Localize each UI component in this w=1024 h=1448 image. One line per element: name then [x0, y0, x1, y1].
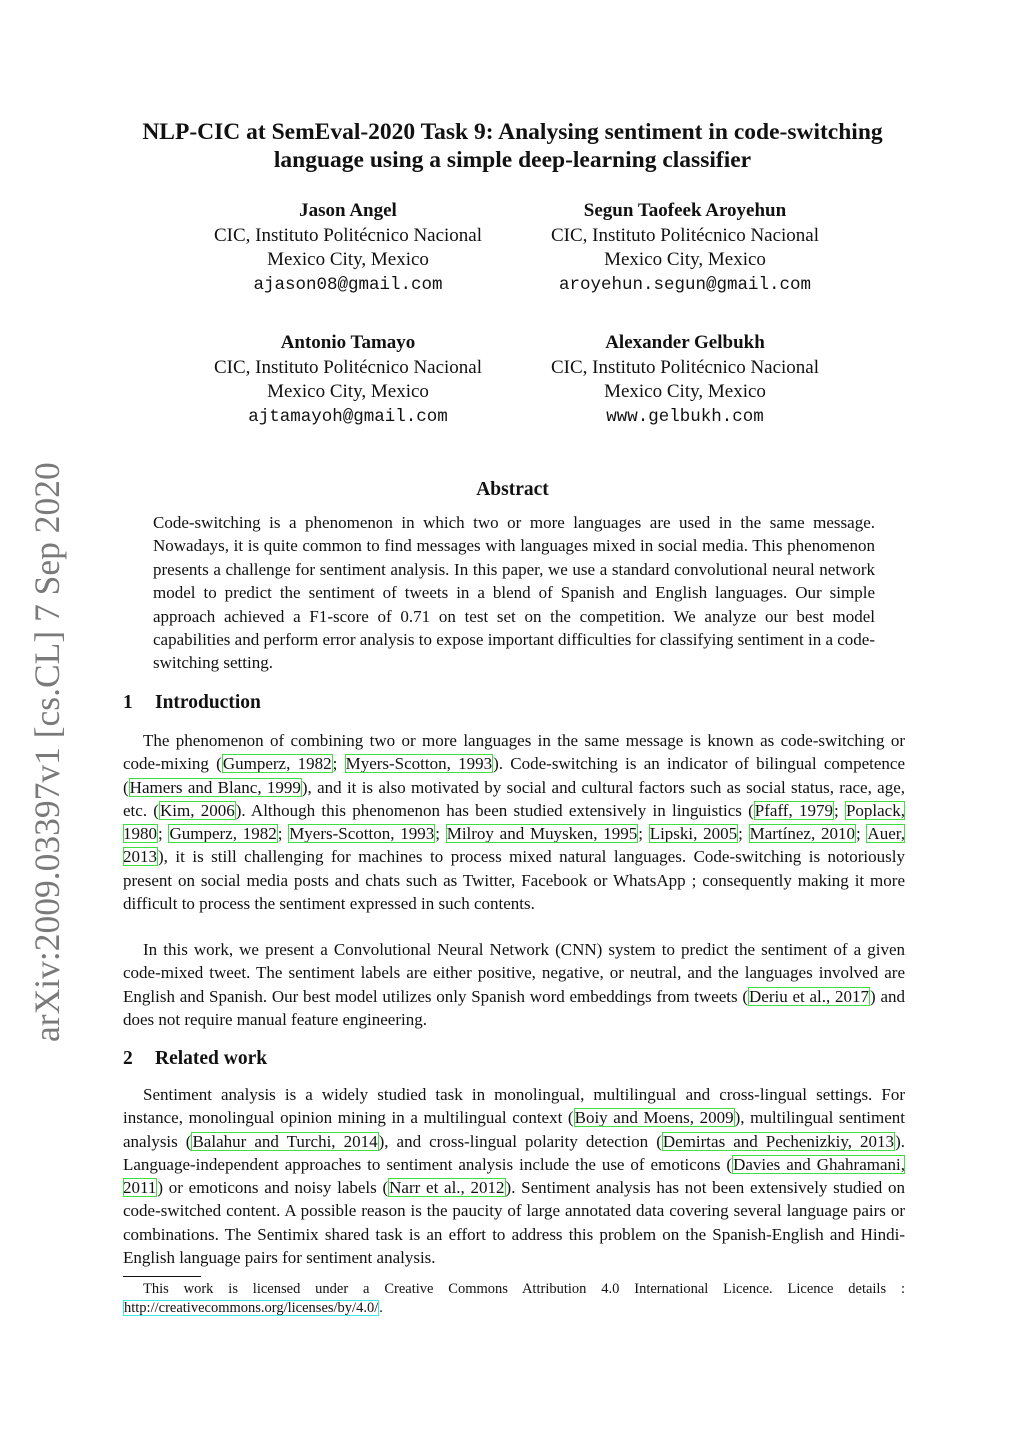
introduction-paragraph-2 — [123, 938, 905, 1031]
abstract-heading: Abstract — [476, 479, 549, 500]
text-run: ). Code-switching is an indicator of bilingual competence ( — [123, 754, 905, 797]
citation-link[interactable]: Lipski, 2005 — [649, 824, 738, 844]
author-email[interactable]: ajtamayoh@gmail.com — [248, 406, 448, 427]
text-run: ), it is still challenging for machines to process mixed natural languages. Code-switching is notoriously present on social media posts and chats such as Twitter, Facebook or WhatsApp ; consequently making it more difficult to process the sentiment expressed in such contents. — [123, 847, 905, 914]
author-affiliation: CIC, Instituto Politécnico Nacional — [213, 224, 483, 246]
footnote-divider — [123, 1276, 201, 1277]
author-location: Mexico City, Mexico — [267, 249, 429, 270]
abstract-text: Code-switching is a phenomenon in which two or more languages are used in the same message. Nowadays, it is quite common to find messages with languages mixed in social media. This phenomenon presents a challenge for sentiment analysis. In this paper, we use a standard convolutional neural network model to predict the sentiment of tweets in a blend of Spanish and English languages. Our simple approach achieved a F1-score of 0.71 on test set on the competition. We analyze our best model capabilities and perform error analysis to expose important difficulties for classifying sentiment in a code-switching setting. — [153, 513, 875, 673]
text-run: ), and it is also motivated by social and cultural factors such as social status, race, age, etc. ( — [123, 777, 905, 820]
text-run: ) and does not require manual feature engineering. — [123, 986, 905, 1029]
author-name: Segun Taofeek Aroyehun — [583, 200, 787, 221]
citation-link[interactable]: Myers-Scotton, 1993 — [345, 754, 493, 774]
section-number: 2 — [123, 1048, 133, 1069]
author-email[interactable]: aroyehun.segun@gmail.com — [558, 274, 812, 295]
citation-link[interactable]: Gumperz, 1982 — [169, 824, 277, 844]
citation-link[interactable]: Deriu et al., 2017 — [749, 986, 870, 1006]
license-footnote — [123, 1280, 905, 1318]
text-run: ; — [738, 824, 749, 844]
text-run: In this work, we present a Convolutional Neural Network (CNN) system to predict the sentiment of a given code-mixed tweet. The sentiment labels are either positive, negative, or neutral, and the languages involved are English and Spanish. Our best model utilizes only Spanish word embeddings from tweets ( — [123, 940, 905, 1006]
text-run: ). Sentiment analysis has not been extensively studied on code-switched content. A possible reason is the paucity of large annotated data covering several language pairs or combinations. The Sentimix shared task is an effort to address this problem on the Spanish-English and Hindi-English language pairs for sentiment analysis. — [123, 1178, 905, 1268]
citation-link[interactable]: Gumperz, 1982 — [222, 754, 332, 774]
citation-link[interactable]: Balahur and Turchi, 2014 — [192, 1131, 378, 1151]
text-run: ; — [833, 800, 845, 820]
author-name: Antonio Tamayo — [280, 332, 416, 353]
author-affiliation: CIC, Instituto Politécnico Nacional — [550, 224, 820, 246]
text-run: ). Although this phenomenon has been studied extensively in linguistics ( — [235, 800, 754, 820]
text-run: ; — [638, 824, 649, 844]
author-block — [188, 331, 508, 429]
section-number: 1 — [123, 692, 133, 713]
author-name: Alexander Gelbukh — [605, 332, 765, 353]
citation-link[interactable]: Hamers and Blanc, 1999 — [129, 777, 301, 797]
citation-link[interactable]: Pfaff, 1979 — [754, 800, 833, 820]
section-heading-introduction — [123, 691, 261, 715]
citation-link[interactable]: Demirtas and Pechenizkiy, 2013 — [662, 1131, 895, 1151]
citation-link[interactable]: Auer, 2013 — [123, 824, 905, 867]
related-work-paragraph — [123, 1083, 905, 1269]
author-affiliation: CIC, Instituto Politécnico Nacional — [550, 356, 820, 378]
paper-title: NLP-CIC at SemEval-2020 Task 9: Analysing sentiment in code-switching language using a simple deep-learning classifier — [142, 119, 883, 173]
text-run: ) or emoticons and noisy labels ( — [157, 1178, 389, 1198]
author-location: Mexico City, Mexico — [267, 381, 429, 402]
citation-link[interactable]: Davies and Ghahramani, 2011 — [123, 1154, 905, 1198]
author-block — [525, 331, 845, 429]
section-title: Introduction — [155, 692, 261, 713]
text-run: ). Language-independent approaches to sentiment analysis include the use of emoticons ( — [123, 1131, 905, 1174]
citation-link[interactable]: Milroy and Muysken, 1995 — [446, 824, 638, 844]
citation-link[interactable]: Martínez, 2010 — [749, 824, 855, 844]
text-run: ; — [332, 754, 345, 774]
author-affiliation: CIC, Instituto Politécnico Nacional — [213, 356, 483, 378]
author-email[interactable]: ajason08@gmail.com — [253, 274, 443, 295]
text-run: ; — [855, 824, 867, 844]
section-heading-related-work — [123, 1047, 267, 1071]
text-run: ), and cross-lingual polarity detection ( — [378, 1131, 662, 1151]
section-title: Related work — [155, 1048, 268, 1069]
text-run: The phenomenon of combining two or more languages in the same message is known as code-switching or code-mixing ( — [123, 731, 905, 774]
author-block — [525, 199, 845, 297]
text-run: Sentiment analysis is a widely studied task in monolingual, multilingual and cross-lingual settings. For instance, monolingual opinion mining in a multilingual context ( — [123, 1085, 905, 1128]
author-name: Jason Angel — [299, 200, 397, 221]
author-block — [188, 199, 508, 297]
text-run: ; — [277, 824, 289, 844]
author-location: Mexico City, Mexico — [604, 249, 766, 270]
author-website[interactable]: www.gelbukh.com — [606, 406, 764, 427]
citation-link[interactable]: Kim, 2006 — [159, 800, 235, 820]
footnote-text: This work is licensed under a Creative Commons Attribution 4.0 International Licence. Licence details : — [143, 1281, 905, 1297]
citation-link[interactable]: Narr et al., 2012 — [389, 1178, 505, 1198]
citation-link[interactable]: Poplack, 1980 — [123, 800, 905, 844]
citation-link[interactable]: Myers-Scotton, 1993 — [289, 824, 435, 844]
author-location: Mexico City, Mexico — [604, 381, 766, 402]
text-run: ; — [158, 824, 169, 844]
license-url-link[interactable]: http://creativecommons.org/licenses/by/4.0/ — [124, 1300, 379, 1316]
citation-link[interactable]: Boiy and Moens, 2009 — [574, 1108, 734, 1128]
arxiv-stamp: arXiv:2009.03397v1 [cs.CL] 7 Sep 2020 — [27, 462, 67, 1042]
text-run: ; — [435, 824, 446, 844]
footnote-tail: . — [379, 1300, 383, 1316]
introduction-paragraph-1 — [123, 729, 905, 915]
text-run: ), multilingual sentiment analysis ( — [123, 1108, 906, 1151]
